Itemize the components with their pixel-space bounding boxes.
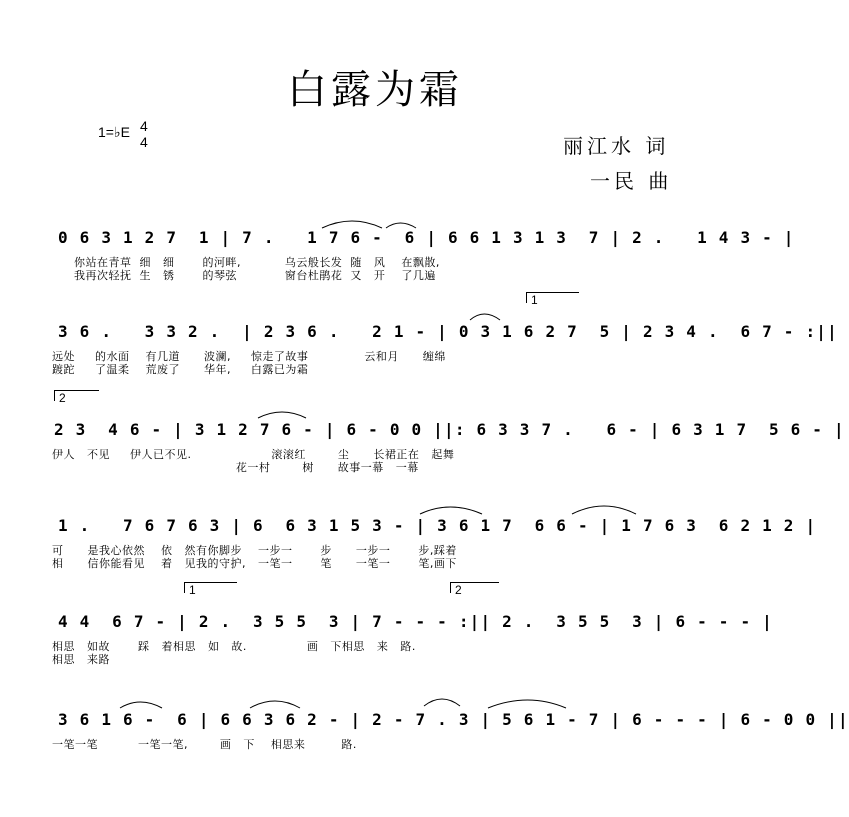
- score-system-1: [0, 228, 795, 328]
- lyrics-verse-1: 可 是我心依然 依 然有你脚步 一步一 步 一步一 步,踩着: [52, 544, 457, 557]
- lyrics-verse-1: 相思 如故 踩 着相思 如 故. 画 下相思 来 路.: [52, 640, 416, 653]
- time-signature: [140, 118, 148, 150]
- score-system-6: [0, 710, 849, 810]
- notation-line: 3 6 . 3 3 2 . | 2 3 6 . 2 1 - | 0 3 1 6 2 7 5 | 2 3 4 . 6 7 - :||: [58, 322, 838, 341]
- tie-slurs: [0, 420, 750, 450]
- lyrics-verse-1: 你站在青草 细 细 的河畔, 乌云般长发 随 风 在飘散,: [74, 256, 440, 269]
- volta-ending-2: 2: [54, 390, 99, 401]
- notation-line: 1 . 7 6 7 6 3 | 6 6 3 1 5 3 - | 3 6 1 7 6 6 - | 1 7 6 3 6 2 1 2 |: [58, 516, 817, 535]
- notation-line: 3 6 1 6 - 6 | 6 6 3 6 2 - | 2 - 7 . 3 | 5 6 1 - 7 | 6 - - - | 6 - 0 0 ||: [58, 710, 849, 729]
- composer-credit: 一民 曲: [590, 169, 673, 193]
- score-system-3: [0, 391, 845, 520]
- tie-slurs: [0, 516, 750, 546]
- volta-ending-1: 1: [526, 292, 579, 303]
- lyricist-credit: 丽江水 词: [563, 134, 670, 158]
- lyrics-verse-1: 远处 的水面 有几道 波澜, 惊走了故事 云和月 缠绵: [52, 350, 446, 363]
- score-system-5: [0, 583, 773, 712]
- lyrics-verse-1: 伊人 不见 伊人已不见. 滚滚红 尘 长裙正在 起舞: [52, 448, 455, 461]
- score-system-2: [0, 293, 838, 422]
- time-signature-top: 4: [140, 118, 148, 134]
- lyrics-verse-2: 相 信你能看见 着 见我的守护, 一笔一 笔 一笔一 笔,画下: [52, 557, 457, 570]
- lyrics-verse-2: 我再次轻抚 生 锈 的琴弦 窗台杜鹃花 又 开 了几遍: [74, 269, 436, 282]
- notation-line: 2 3 4 6 - | 3 1 2 7 6 - | 6 - 0 0 ||: 6 3 3 7 . 6 - | 6 3 1 7 5 6 - |: [54, 420, 845, 439]
- time-signature-bottom: 4: [140, 134, 148, 150]
- tie-slurs: [0, 228, 750, 258]
- tie-slurs: [0, 322, 750, 352]
- notation-line: 0 6 3 1 2 7 1 | 7 . 1 7 6 - 6 | 6 6 1 3 1 3 7 | 2 . 1 4 3 - |: [58, 228, 795, 247]
- lyrics-verse-2: 相思 来路: [52, 653, 110, 666]
- score-system-4: [0, 516, 817, 616]
- lyrics-verse-2: 花一村 树 故事一幕 一幕: [52, 461, 419, 474]
- song-title: 白露为霜: [287, 67, 463, 113]
- volta-ending-1: 1: [184, 582, 237, 593]
- tie-slurs: [0, 710, 750, 740]
- lyrics-verse-1: 一笔一笔 一笔一笔, 画 下 相思来 路.: [52, 738, 357, 751]
- lyrics-verse-2: 踱跎 了温柔 荒废了 华年, 白露已为霜: [52, 363, 309, 376]
- notation-line: 4 4 6 7 - | 2 . 3 5 5 3 | 7 - - - :|| 2 . 3 5 5 3 | 6 - - - |: [58, 612, 773, 631]
- key-signature: 1=♭E: [98, 124, 130, 140]
- volta-ending-2: 2: [450, 582, 499, 593]
